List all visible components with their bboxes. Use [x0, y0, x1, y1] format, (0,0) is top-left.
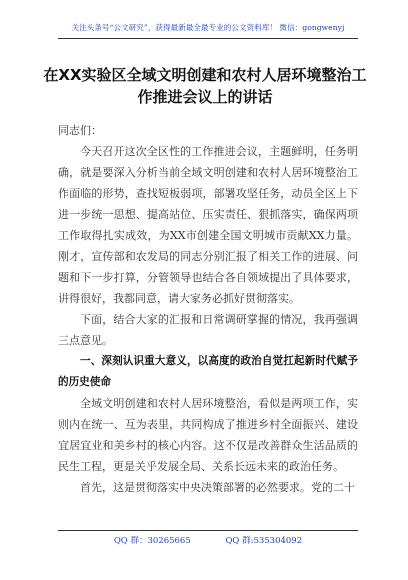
document-title: 在XX实验区全域文明创建和农村人居环境整治工作推进会议上的讲话: [43, 66, 367, 106]
body-paragraph: 首先，这是贯彻落实中央决策部署的必然要求。党的二十: [80, 481, 355, 494]
header-divider: [58, 38, 358, 39]
footer-divider: [58, 530, 358, 531]
footer-qq-group-1: QQ 群：30265665: [113, 536, 191, 546]
section-heading: 一、深刻认识重大意义，以高度的政治自觉扛起新时代赋予的历史使命: [58, 355, 358, 388]
salutation: 同志们：: [58, 124, 102, 137]
footer-qq-group-2: QQ 群:535304092: [225, 536, 303, 546]
body-paragraph: 全域文明创建和农村人居环境整治，看似是两项工作，实则内在统一、互为表里，共同构成了推进乡村全面振兴、建设宜居宜业和美乡村的核心内容。这不仅是改善群众生活品质的民生工程，更是关乎发展全局、关系长远未来的政治任务。: [58, 397, 358, 473]
body-paragraph: 今天召开这次全区性的工作推进会议，主题鲜明，任务明确，就是要深入分析当前全域文明创建和农村人居环境整治工作面临的形势，查找短板弱项，部署攻坚任务，动员全区上下进一步统一思想、提高站位、压实责任、狠抓落实，确保两项工作取得扎实成效，为XX市创建全国文明城市贡献XX力量。刚才，宣传部和农发局的同志分别汇报了相关工作的进展、问题和下一步打算，分管领导也结合各自领域提出了具体要求，讲得很好，我都同意，请大家务必抓好贯彻落实。: [58, 145, 358, 305]
document-body: [58, 120, 358, 498]
body-paragraph: 下面，结合大家的汇报和日常调研掌握的情况，我再强调三点意见。: [58, 313, 358, 347]
page-footer: [58, 534, 358, 546]
page-header-text: 关注头条号“公文研究”，获得最新最全最专业的公文资料库！ 微信：gongwenyj: [71, 23, 345, 32]
